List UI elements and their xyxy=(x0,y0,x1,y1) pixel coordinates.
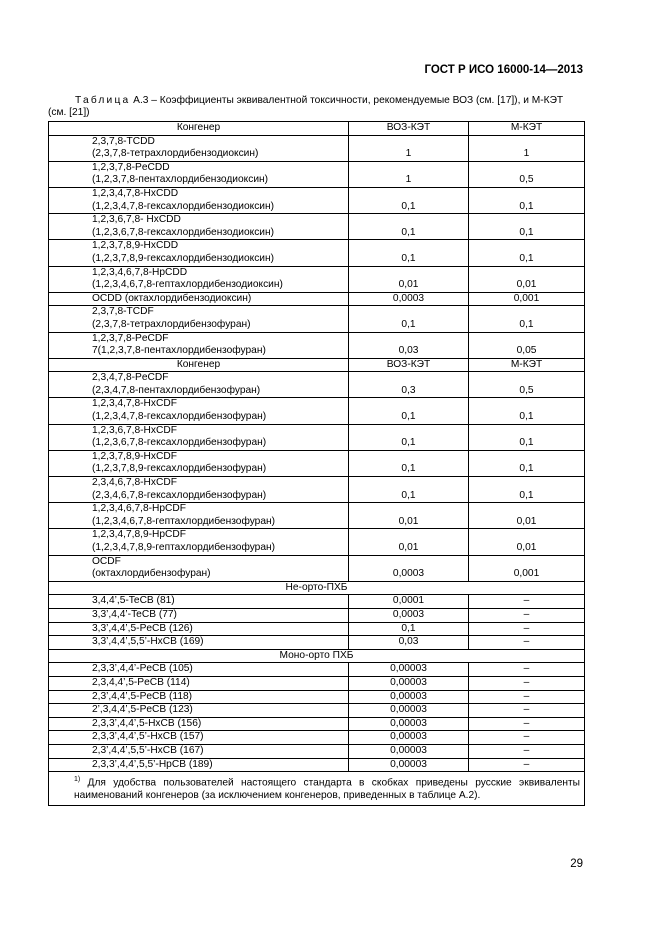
congener-name: 2,3,3’,4,4’,5-HxCB (156) xyxy=(49,717,349,731)
table-row xyxy=(49,717,585,731)
table-row xyxy=(49,663,585,677)
congener-russian-name: 7(1,2,3,7,8-пентахлордибензофуран) xyxy=(92,345,266,357)
m-tef-value: – xyxy=(469,704,585,718)
congener-russian-name: (1,2,3,4,7,8-гексахлордибензофуран) xyxy=(92,411,267,423)
congener-name xyxy=(49,332,349,358)
congener-code: 1,2,3,6,7,8-HxCDF xyxy=(92,424,177,436)
table-row xyxy=(49,636,585,650)
congener-name xyxy=(49,240,349,266)
who-tef-value: 0,00003 xyxy=(349,663,469,677)
congener-name xyxy=(49,372,349,398)
section-header-row xyxy=(49,581,585,595)
table-row xyxy=(49,608,585,622)
table-header-row xyxy=(49,122,585,136)
table-row xyxy=(49,503,585,529)
table-row xyxy=(49,306,585,332)
table-row xyxy=(49,398,585,424)
who-tef-value: 0,03 xyxy=(349,332,469,358)
m-tef-value: – xyxy=(469,663,585,677)
congener-russian-name: (1,2,3,6,7,8-гексахлордибензодиоксин) xyxy=(92,226,274,238)
m-tef-value: – xyxy=(469,731,585,745)
tef-table xyxy=(48,121,585,806)
table-row xyxy=(49,622,585,636)
m-tef-value: 0,001 xyxy=(469,292,585,306)
congener-name: 3,3’,4,4’-TeCB (77) xyxy=(49,608,349,622)
congener-code: 2,3,4,6,7,8-HxCDF xyxy=(92,477,177,489)
who-tef-value: 0,0003 xyxy=(349,555,469,581)
who-tef-value: 0,00003 xyxy=(349,731,469,745)
congener-name: 2,3,4,4’,5-PeCB (114) xyxy=(49,676,349,690)
who-tef-value: 0,00003 xyxy=(349,758,469,772)
who-tef-value: 0,1 xyxy=(349,214,469,240)
who-tef-value: 0,0003 xyxy=(349,608,469,622)
table-row xyxy=(49,477,585,503)
who-tef-value: 0,1 xyxy=(349,424,469,450)
table-row xyxy=(49,292,585,306)
who-tef-value: 0,00003 xyxy=(349,676,469,690)
congener-name xyxy=(49,450,349,476)
congener-code: OCDF xyxy=(92,555,121,567)
congener-code: 1,2,3,4,7,8-HxCDD xyxy=(92,187,179,199)
m-tef-value: 0,1 xyxy=(469,477,585,503)
who-tef-header: ВОЗ-КЭТ xyxy=(349,358,469,372)
congener-russian-name: (1,2,3,4,7,8-гексахлордибензодиоксин) xyxy=(92,200,274,212)
m-tef-value: 0,5 xyxy=(469,372,585,398)
m-tef-value: – xyxy=(469,622,585,636)
congener-russian-name: (октахлордибензофуран) xyxy=(92,568,211,580)
who-tef-header: ВОЗ-КЭТ xyxy=(349,122,469,136)
congener-name xyxy=(49,306,349,332)
congener-name: 2’,3,4,4’,5-PeCB (123) xyxy=(49,704,349,718)
congener-header: Конгенер xyxy=(49,122,349,136)
m-tef-value: 0,01 xyxy=(469,266,585,292)
m-tef-value: 0,1 xyxy=(469,187,585,213)
m-tef-header: М-КЭТ xyxy=(469,122,585,136)
congener-code: 1,2,3,4,7,8-HxCDF xyxy=(92,398,177,410)
congener-name xyxy=(49,398,349,424)
congener-code: 1,2,3,4,6,7,8-HpCDD xyxy=(92,266,188,278)
m-tef-value: – xyxy=(469,636,585,650)
congener-name: 3,4,4’,5-TeCB (81) xyxy=(49,595,349,609)
table-row xyxy=(49,214,585,240)
congener-russian-name: (2,3,7,8-тетрахлордибензофуран) xyxy=(92,318,251,330)
who-tef-value: 0,01 xyxy=(349,266,469,292)
table-header-row xyxy=(49,358,585,372)
m-tef-value: – xyxy=(469,676,585,690)
congener-russian-name: (1,2,3,7,8,9-гексахлордибензодиоксин) xyxy=(92,252,274,264)
page-number: 29 xyxy=(570,858,583,870)
congener-code: 2,3,7,8-TCDD xyxy=(92,135,155,147)
congener-russian-name: (1,2,3,4,7,8,9-гептахлордибензофуран) xyxy=(92,542,276,553)
m-tef-value: 0,1 xyxy=(469,306,585,332)
congener-name xyxy=(49,135,349,161)
m-tef-value: – xyxy=(469,608,585,622)
congener-russian-name: (1,2,3,4,6,7,8-гептахлордибензофуран) xyxy=(92,515,276,527)
m-tef-value: – xyxy=(469,758,585,772)
congener-russian-name: (2,3,4,7,8-пентахлордибензофуран) xyxy=(92,384,261,396)
section-header-row xyxy=(49,649,585,663)
congener-name xyxy=(49,503,349,529)
congener-code: 1,2,3,7,8-PeCDD xyxy=(92,161,170,173)
section-title: Моно-орто ПХБ xyxy=(49,649,585,663)
table-row xyxy=(49,529,585,555)
congener-russian-name: (1,2,3,4,6,7,8-гептахлордибензодиоксин) xyxy=(92,279,283,291)
table-row xyxy=(49,676,585,690)
congener-code: 1,2,3,4,6,7,8-HpCDF xyxy=(92,503,186,515)
congener-russian-name: (1,2,3,7,8-пентахлордибензодиоксин) xyxy=(92,174,269,186)
congener-name xyxy=(49,292,349,306)
m-tef-value: – xyxy=(469,717,585,731)
section-title: Не-орто-ПХБ xyxy=(49,581,585,595)
m-tef-value: 0,1 xyxy=(469,240,585,266)
m-tef-value: – xyxy=(469,690,585,704)
footnote-text: Для удобства пользователей настоящего стандарта в скобках приведены русские эквиваленты наименований конгенеров (за исключением конгенеров, приведенных в таблице А.2). xyxy=(74,777,580,802)
congener-name: 3,3’,4,4’,5-PeCB (126) xyxy=(49,622,349,636)
table-row xyxy=(49,424,585,450)
table-row xyxy=(49,161,585,187)
caption-label: Таблица xyxy=(75,95,131,106)
table-row xyxy=(49,758,585,772)
who-tef-value: 0,3 xyxy=(349,372,469,398)
who-tef-value: 0,0003 xyxy=(349,292,469,306)
congener-name: 2,3’,4,4’,5-PeCB (118) xyxy=(49,690,349,704)
m-tef-value: 0,1 xyxy=(469,424,585,450)
congener-name: 2,3’,4,4’,5,5’-HxCB (167) xyxy=(49,744,349,758)
m-tef-value: 0,001 xyxy=(469,555,585,581)
table-row xyxy=(49,266,585,292)
who-tef-value: 0,00003 xyxy=(349,690,469,704)
who-tef-value: 0,01 xyxy=(349,503,469,529)
m-tef-value: 1 xyxy=(469,135,585,161)
footnote xyxy=(49,772,585,806)
m-tef-value: 0,1 xyxy=(469,450,585,476)
congener-name xyxy=(49,424,349,450)
congener-code: 2,3,4,7,8-PeCDF xyxy=(92,372,169,384)
who-tef-value: 0,00003 xyxy=(349,744,469,758)
who-tef-value: 0,1 xyxy=(349,450,469,476)
who-tef-value: 0,1 xyxy=(349,622,469,636)
m-tef-value: 0,01 xyxy=(469,529,585,555)
table-row xyxy=(49,450,585,476)
who-tef-value: 0,00003 xyxy=(349,717,469,731)
who-tef-value: 0,1 xyxy=(349,306,469,332)
table-row xyxy=(49,555,585,581)
congener-name xyxy=(49,266,349,292)
congener-name: 2,3,3’,4,4’,5’-HxCB (157) xyxy=(49,731,349,745)
table-row xyxy=(49,135,585,161)
congener-name xyxy=(49,161,349,187)
m-tef-value: 0,01 xyxy=(469,503,585,529)
m-tef-value: – xyxy=(469,595,585,609)
congener-name: 2,3,3’,4,4’,5,5’-HpCB (189) xyxy=(49,758,349,772)
congener-russian-name: (1,2,3,7,8,9-гексахлордибензофуран) xyxy=(92,463,267,475)
who-tef-value: 1 xyxy=(349,161,469,187)
m-tef-value: 0,05 xyxy=(469,332,585,358)
m-tef-value: 0,1 xyxy=(469,214,585,240)
m-tef-value: – xyxy=(469,744,585,758)
congener-name: 3,3’,4,4’,5,5’-HxCB (169) xyxy=(49,636,349,650)
who-tef-value: 0,00003 xyxy=(349,704,469,718)
who-tef-value: 1 xyxy=(349,135,469,161)
congener-code: 1,2,3,7,8-PeCDF xyxy=(92,332,169,344)
who-tef-value: 0,1 xyxy=(349,240,469,266)
congener-code: OCDD (октахлордибензодиоксин) xyxy=(92,292,252,304)
footnote-row xyxy=(49,772,585,806)
table-row xyxy=(49,372,585,398)
congener-code: 1,2,3,7,8,9-HxCDD xyxy=(92,240,179,252)
table-row xyxy=(49,704,585,718)
congener-code: 1,2,3,4,7,8,9-HpCDF xyxy=(92,529,186,541)
congener-name xyxy=(49,214,349,240)
table-row xyxy=(49,332,585,358)
m-tef-header: М-КЭТ xyxy=(469,358,585,372)
footnote-mark: 1) xyxy=(74,776,81,784)
m-tef-value: 0,5 xyxy=(469,161,585,187)
congener-code: 1,2,3,6,7,8- HxCDD xyxy=(92,214,181,226)
congener-name xyxy=(49,187,349,213)
congener-code: 2,3,7,8-TCDF xyxy=(92,306,154,318)
who-tef-value: 0,01 xyxy=(349,529,469,555)
congener-name xyxy=(49,477,349,503)
m-tef-value: 0,1 xyxy=(469,398,585,424)
congener-russian-name: (2,3,4,6,7,8-гексахлордибензофуран) xyxy=(92,489,267,501)
caption-text: А.3 – Коэффициенты эквивалентной токсичности, рекомендуемые ВОЗ (см. [17]), и М-КЭТ (см. [21]) xyxy=(48,95,564,118)
table-row xyxy=(49,595,585,609)
table-row xyxy=(49,240,585,266)
table-row xyxy=(49,731,585,745)
standard-header: ГОСТ Р ИСО 16000-14—2013 xyxy=(424,64,583,76)
congener-russian-name: (2,3,7,8-тетрахлордибензодиоксин) xyxy=(92,148,259,160)
who-tef-value: 0,03 xyxy=(349,636,469,650)
who-tef-value: 0,1 xyxy=(349,477,469,503)
table-row xyxy=(49,187,585,213)
table-row xyxy=(49,690,585,704)
congener-name xyxy=(49,529,349,555)
congener-code: 1,2,3,7,8,9-HxCDF xyxy=(92,450,177,462)
table-row xyxy=(49,744,585,758)
who-tef-value: 0,1 xyxy=(349,187,469,213)
congener-header: Конгенер xyxy=(49,358,349,372)
who-tef-value: 0,1 xyxy=(349,398,469,424)
table-caption xyxy=(48,95,584,119)
congener-name: 2,3,3’,4,4’-PeCB (105) xyxy=(49,663,349,677)
who-tef-value: 0,0001 xyxy=(349,595,469,609)
congener-russian-name: (1,2,3,6,7,8-гексахлордибензофуран) xyxy=(92,437,267,449)
congener-name xyxy=(49,555,349,581)
